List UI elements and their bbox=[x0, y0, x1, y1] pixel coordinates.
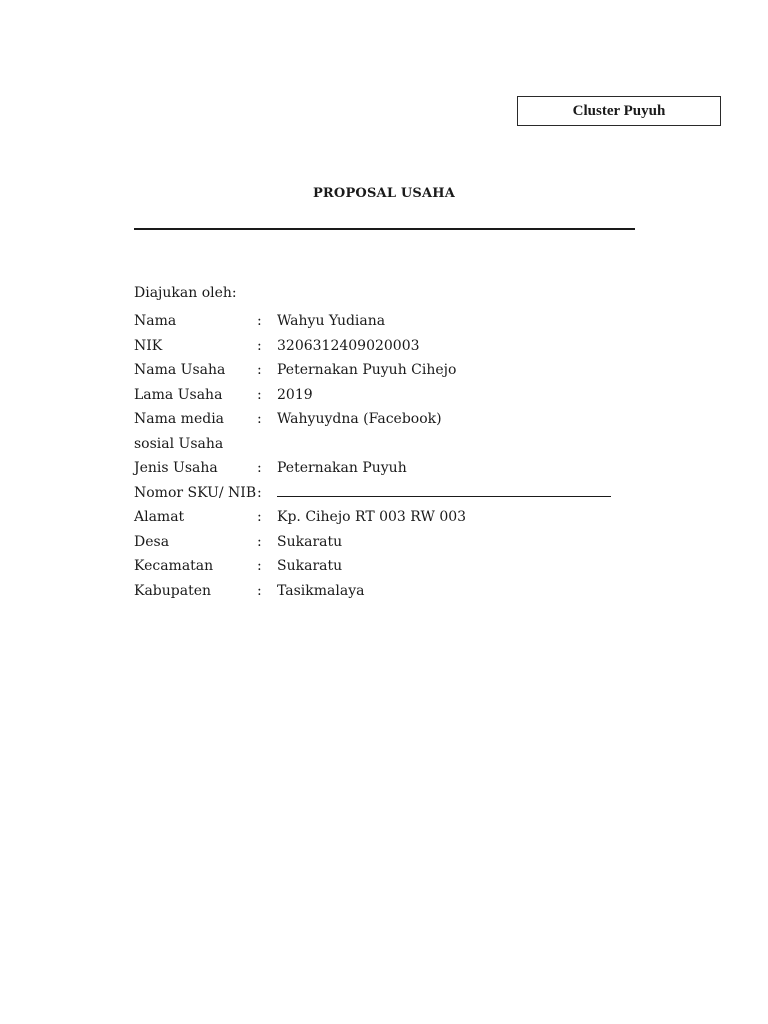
field-separator: : bbox=[257, 411, 262, 427]
field-value: Kp. Cihejo RT 003 RW 003 bbox=[277, 509, 467, 525]
title-divider bbox=[134, 228, 635, 230]
field-separator: : bbox=[257, 484, 262, 501]
field-value: 2019 bbox=[277, 386, 313, 403]
field-separator: : bbox=[257, 533, 262, 550]
field-separator: : bbox=[257, 558, 262, 574]
field-value: Wahyuydna (Facebook) bbox=[277, 411, 442, 427]
field-row-desa bbox=[134, 530, 634, 555]
field-value: 3206312409020003 bbox=[277, 337, 420, 354]
field-value: Peternakan Puyuh bbox=[277, 460, 407, 476]
field-value: Sukaratu bbox=[277, 533, 343, 550]
field-label: Lama Usaha bbox=[134, 386, 223, 403]
field-separator: : bbox=[257, 362, 262, 378]
field-separator: : bbox=[257, 313, 262, 329]
field-separator: : bbox=[257, 460, 262, 476]
field-label: Nomor SKU/ NIB bbox=[134, 484, 257, 501]
field-value: Wahyu Yudiana bbox=[277, 313, 386, 329]
field-row-alamat bbox=[134, 505, 634, 530]
field-separator: : bbox=[257, 509, 262, 525]
field-label: Nama media sosial Usaha bbox=[134, 411, 225, 452]
field-label: Nama bbox=[134, 313, 177, 329]
field-label: Alamat bbox=[134, 509, 185, 525]
field-value: Sukaratu bbox=[277, 558, 343, 574]
field-row-kecamatan bbox=[134, 554, 634, 579]
field-separator: : bbox=[257, 582, 262, 599]
document-title: PROPOSAL USAHA bbox=[312, 186, 456, 201]
fill-in-line bbox=[277, 481, 611, 497]
field-value: Peternakan Puyuh Cihejo bbox=[277, 362, 457, 378]
field-row-jenis-usaha bbox=[134, 456, 634, 481]
submitted-by-heading: Diajukan oleh: bbox=[134, 285, 237, 301]
field-row-nomor-sku bbox=[134, 481, 634, 506]
field-row-media-sosial bbox=[134, 407, 634, 456]
field-label: Desa bbox=[134, 533, 170, 550]
cluster-label-box bbox=[517, 96, 721, 126]
field-label: Nama Usaha bbox=[134, 362, 226, 378]
field-label: NIK bbox=[134, 337, 163, 354]
field-row-nama bbox=[134, 309, 634, 334]
field-separator: : bbox=[257, 386, 262, 403]
field-row-nama-usaha bbox=[134, 358, 634, 383]
field-label: Kecamatan bbox=[134, 558, 214, 574]
field-row-lama-usaha bbox=[134, 383, 634, 408]
applicant-details bbox=[134, 309, 634, 603]
field-label: Jenis Usaha bbox=[134, 460, 218, 476]
field-separator: : bbox=[257, 337, 262, 354]
field-value-blank bbox=[277, 481, 634, 506]
field-value: Tasikmalaya bbox=[277, 582, 365, 599]
cluster-label: Cluster Puyuh bbox=[572, 102, 666, 119]
field-row-kabupaten bbox=[134, 579, 634, 604]
field-row-nik bbox=[134, 334, 634, 359]
field-label: Kabupaten bbox=[134, 582, 212, 599]
